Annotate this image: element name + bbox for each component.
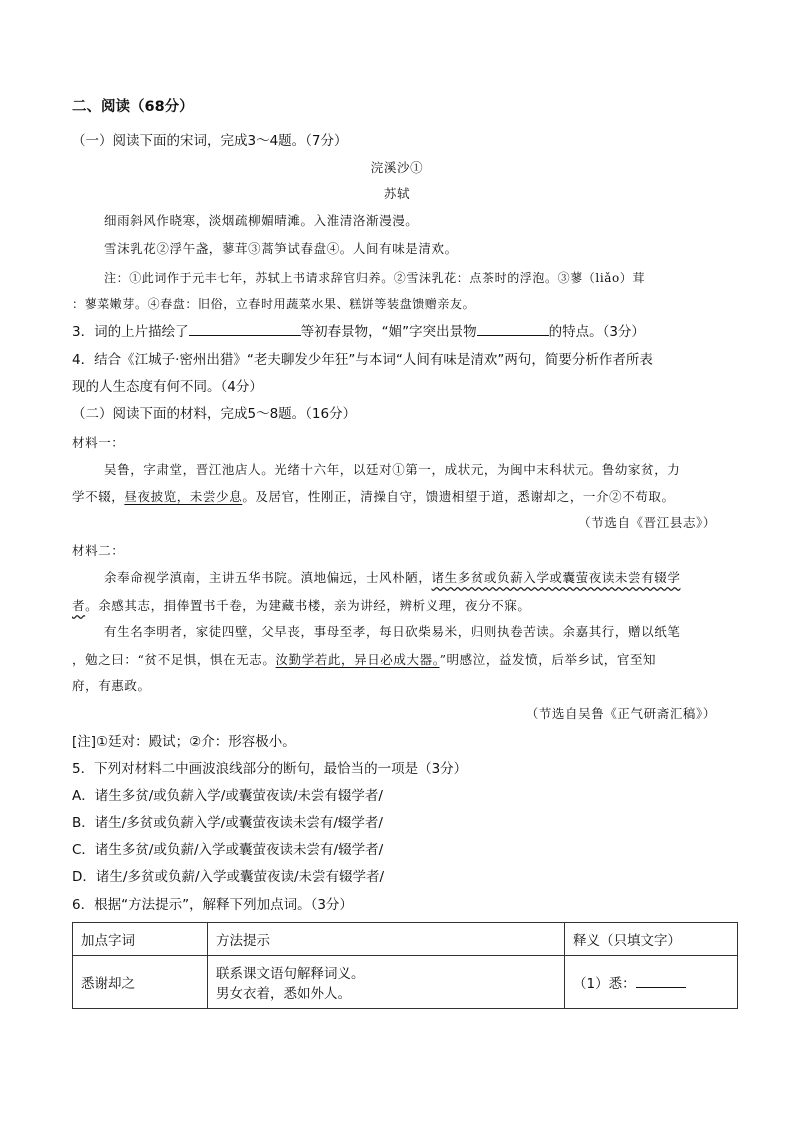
m2-wavy-b: 者 [72, 598, 86, 613]
material-2-line-2 [72, 596, 531, 616]
poem-note-2: ：蓼菜嫩芽。④春盘：旧俗，立春时用蔬菜水果、糕饼等装盘馈赠亲友。 [72, 297, 476, 311]
material-1-line-2 [72, 487, 675, 507]
material-1-label: 材料一： [72, 435, 125, 450]
poem-author: 苏轼 [383, 186, 411, 201]
poem-line-1: 细雨斜风作晓寒，淡烟疏柳媚晴滩。入淮清洛渐漫漫。 [104, 213, 419, 228]
m1-text-b: 。及居官，性刚正，清操自守，馈遗相望于道，悉谢却之，一介②不苟取。 [242, 489, 675, 504]
poem-title: 浣溪沙① [370, 160, 424, 175]
question-3 [72, 321, 645, 342]
q5-option-c[interactable]: C．诸生多贫/或负薪/入学或囊萤夜读未尝有/辍学者/ [72, 842, 384, 858]
m1-underlined: 昼夜披览，未尝少息 [124, 489, 243, 504]
part2-instruction: （二）阅读下面的材料，完成5～8题。（16分） [72, 406, 357, 422]
footnote: [注]①廷对：殿试；②介：形容极小。 [72, 734, 296, 750]
material-2-line-3: 有生名李明者，家徒四壁，父早丧，事母至孝，每日砍柴易米，归则执卷苦读。余嘉其行，赠以纸笔 [104, 624, 681, 639]
poem-line-2: 雪沫乳花②浮午盏，蓼茸③蒿笋试春盘④。人间有味是清欢。 [104, 241, 458, 256]
m2-wavy-a: 诸生多贫或负薪入学或囊萤夜读未尝有辍学 [431, 570, 681, 585]
q3-text-a: 3．词的上片描绘了 [72, 324, 189, 340]
m1-text-a: 学不辍， [72, 489, 125, 504]
m2-text-a: 余奉命视学滇南，主讲五华书院。滇地偏远，士风朴陋， [104, 570, 432, 585]
q6-table [72, 922, 738, 1009]
answer-label: （1）悉： [573, 976, 636, 992]
q5-option-d[interactable]: D．诸生/多贫或负薪/入学或囊萤夜读/未尝有辍学者/ [72, 869, 385, 885]
m2-text-c: ，勉之曰：“贫不足惧，惧在无志。 [72, 652, 276, 667]
material-2-source: （节选自吴鲁《正气研斋汇稿》） [525, 706, 716, 721]
question-6-stem: 6．根据“方法提示”，解释下列加点词。（3分） [72, 897, 353, 913]
q3-text-b: 等初春景物，“媚”字突出景物 [300, 324, 477, 340]
row-hint [208, 956, 565, 1009]
material-2-line-5: 府，有惠政。 [72, 678, 151, 693]
table-row [73, 956, 738, 1009]
table-header-row [73, 923, 738, 956]
question-4-line-1: 4．结合《江城子·密州出猎》“老夫聊发少年狂”与本词“人间有味是清欢”两句，简要分析作者所表 [72, 352, 653, 368]
material-2-line-4 [72, 650, 656, 670]
question-5-stem: 5．下列对材料二中画波浪线部分的断句，最恰当的一项是（3分） [72, 761, 468, 777]
section-title: 二、阅读（68分） [72, 99, 194, 115]
row-word: 悉谢却之 [73, 956, 208, 1009]
q3-text-c: 的特点。（3分） [548, 324, 645, 340]
q3-blank-2[interactable] [477, 321, 549, 336]
answer-blank[interactable] [636, 973, 686, 988]
material-2-label: 材料二： [72, 543, 125, 558]
q3-blank-1[interactable] [189, 321, 301, 336]
q5-option-b[interactable]: B．诸生/多贫或负薪入学/或囊萤夜读未尝有/辍学者/ [72, 815, 383, 831]
material-2-line-1 [104, 568, 680, 588]
material-1-source: （节选自《晋江县志》） [578, 515, 716, 530]
row-answer [565, 956, 738, 1009]
header-word: 加点字词 [73, 923, 208, 956]
row-hint-line-1: 联系课文语句解释词义。 [216, 966, 365, 982]
poem-note-1: 注：①此词作于元丰七年，苏轼上书请求辞官归养。②雪沫乳花：点茶时的浮泡。③蓼（liǎo）茸 [104, 271, 646, 285]
material-1-line-1: 吴鲁，字肃堂，晋江池店人。光绪十六年，以廷对①第一，成状元，为闽中末科状元。鲁幼家贫，力 [104, 462, 681, 477]
q5-option-a[interactable]: A．诸生多贫/或负薪入学/或囊萤夜读/未尝有辍学者/ [72, 788, 383, 804]
m2-text-d: ”明感泣，益发愤，后举乡试，官至知 [439, 652, 657, 667]
m2-text-b: 。余感其志，捐俸置书千卷，为建藏书楼，亲为讲经，辨析义理，夜分不寐。 [85, 598, 531, 613]
question-4-line-2: 现的人生态度有何不同。（4分） [72, 379, 263, 395]
header-meaning: 释义（只填文字） [565, 923, 738, 956]
row-hint-line-2: 男女衣着，悉如外人。 [216, 986, 351, 1002]
header-hint: 方法提示 [208, 923, 565, 956]
part1-instruction: （一）阅读下面的宋词，完成3～4题。（7分） [72, 133, 348, 149]
m2-underlined: 汝勤学若此，异日必成大器。 [275, 652, 440, 667]
